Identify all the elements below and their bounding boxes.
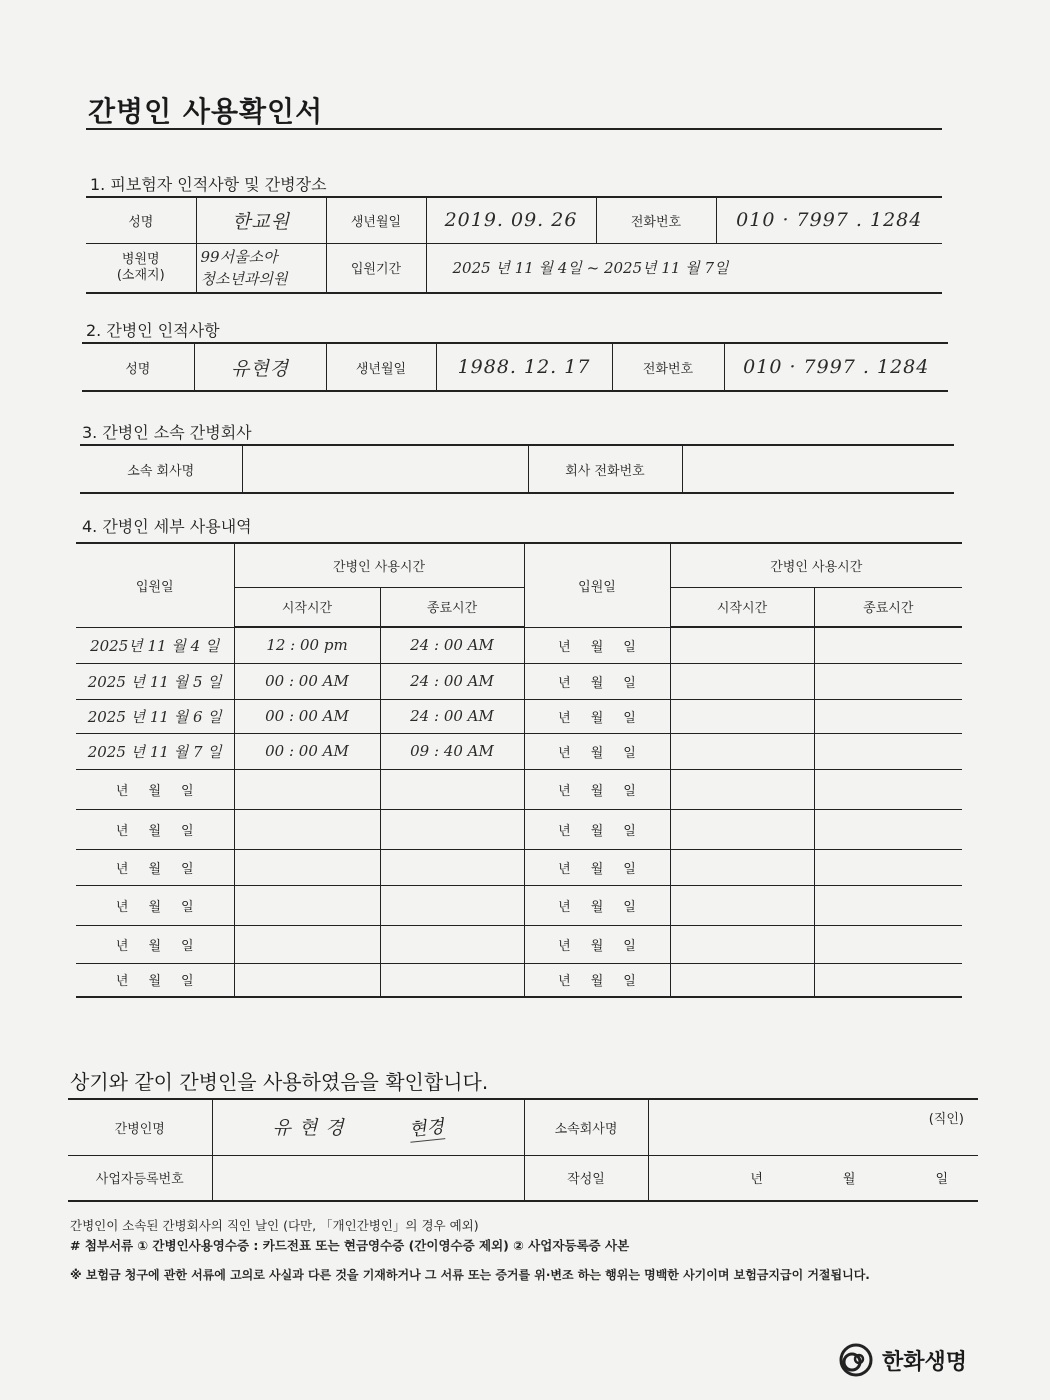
- document-title: 간병인 사용확인서: [88, 95, 324, 128]
- right-start-time: [670, 769, 814, 809]
- left-start-time: 12 : 00 pm: [234, 627, 380, 663]
- insured-birth: 2019. 09. 26: [444, 209, 578, 232]
- usage-row: [76, 885, 962, 925]
- right-date-cell: 년 월 일: [524, 925, 670, 963]
- usage-row: [76, 925, 962, 963]
- right-end-time: [814, 925, 962, 963]
- written-date-label: 작성일: [524, 1155, 648, 1201]
- right-date-cell: 년 월 일: [524, 663, 670, 699]
- right-end-time: [814, 885, 962, 925]
- right-end-time: [814, 809, 962, 849]
- right-start-time: [670, 885, 814, 925]
- section-4-heading: 4. 간병인 세부 사용내역: [82, 517, 252, 536]
- left-end-time: [380, 849, 524, 885]
- title-divider: [86, 128, 942, 130]
- caregiver-name: 유현경: [230, 357, 290, 380]
- right-start-time: [670, 733, 814, 769]
- left-end-header: 종료시간: [380, 587, 524, 627]
- right-start-time: [670, 699, 814, 733]
- caregiver-birth-label: 생년월일: [326, 343, 436, 391]
- left-start-time: [234, 769, 380, 809]
- business-reg-label: 사업자등록번호: [68, 1155, 212, 1201]
- right-date-cell: 년 월 일: [524, 627, 670, 663]
- left-end-time: [380, 809, 524, 849]
- left-start-time: [234, 885, 380, 925]
- insured-table: [86, 196, 942, 294]
- section-3-heading: 3. 간병인 소속 간병회사: [82, 423, 252, 442]
- period-label: 입원기간: [326, 243, 426, 293]
- right-end-header: 종료시간: [814, 587, 962, 627]
- right-start-time: [670, 849, 814, 885]
- insured-phone-label: 전화번호: [596, 197, 716, 243]
- company-table: [80, 444, 954, 494]
- right-date-cell: 년 월 일: [524, 849, 670, 885]
- business-reg-number: [212, 1155, 524, 1201]
- left-date-cell: 년 월 일: [76, 849, 234, 885]
- right-time-header: 간병인 사용시간: [670, 543, 962, 587]
- right-start-time: [670, 925, 814, 963]
- caregiver-signature-label: 간병인명: [68, 1099, 212, 1155]
- usage-row: [76, 809, 962, 849]
- insured-birth-label: 생년월일: [326, 197, 426, 243]
- admission-date: 2025 년 11 월 5 일: [87, 672, 222, 691]
- left-start-time: [234, 963, 380, 997]
- insured-name: 한교원: [231, 210, 291, 233]
- hospital-label: 병원명: [121, 251, 160, 267]
- left-end-time: 24 : 00 AM: [380, 663, 524, 699]
- caregiver-phone: 010 · 7997 . 1284: [743, 356, 930, 378]
- left-time-header: 간병인 사용시간: [234, 543, 524, 587]
- admission-date: 2025 년 11 월 6 일: [87, 707, 222, 726]
- left-start-time: 00 : 00 AM: [234, 699, 380, 733]
- left-end-time: [380, 769, 524, 809]
- company-phone-label: 회사 전화번호: [528, 445, 682, 493]
- right-end-time: [814, 663, 962, 699]
- left-end-time: 09 : 40 AM: [380, 733, 524, 769]
- right-start-time: [670, 963, 814, 997]
- left-end-time: 24 : 00 AM: [380, 699, 524, 733]
- left-start-time: [234, 809, 380, 849]
- hospital-name-line2: 청소년과의원: [200, 269, 288, 288]
- right-date-cell: 년 월 일: [524, 769, 670, 809]
- admission-date: 2025 년 11 월 7 일: [87, 742, 222, 761]
- right-date-cell: 년 월 일: [524, 699, 670, 733]
- left-start-header: 시작시간: [234, 587, 380, 627]
- usage-row: [76, 963, 962, 997]
- right-end-time: [814, 963, 962, 997]
- admission-period: 2025 년 11 월 4일 ~ 2025년 11 월 7일: [452, 259, 729, 278]
- hospital-name-line1: 99서울소아: [200, 247, 278, 266]
- left-end-time: [380, 885, 524, 925]
- right-end-time: [814, 699, 962, 733]
- usage-row: [76, 733, 962, 769]
- left-date-cell: 년 월 일: [76, 769, 234, 809]
- right-date-cell: 년 월 일: [524, 963, 670, 997]
- left-start-time: 00 : 00 AM: [234, 663, 380, 699]
- right-end-time: [814, 849, 962, 885]
- right-start-time: [670, 627, 814, 663]
- handwritten-signature: 현경: [407, 1113, 444, 1143]
- left-date-cell: 년 월 일: [76, 809, 234, 849]
- left-end-time: [380, 925, 524, 963]
- caregiver-phone-label: 전화번호: [612, 343, 724, 391]
- right-date-cell: 년 월 일: [524, 885, 670, 925]
- insured-name-label: 성명: [86, 197, 196, 243]
- left-start-time: [234, 849, 380, 885]
- note-warning: ※ 보험금 청구에 관한 서류에 고의로 사실과 다른 것을 기재하거나 그 서류 또는 증거를 위·변조 하는 행위는 명백한 사기이며 보험금지급이 거절됩니다.: [70, 1268, 870, 1282]
- left-date-cell: [76, 663, 234, 699]
- usage-table: [76, 542, 962, 998]
- right-end-time: [814, 627, 962, 663]
- right-date-cell: 년 월 일: [524, 809, 670, 849]
- confirmation-text: 상기와 같이 간병인을 사용하였음을 확인합니다.: [70, 1070, 489, 1094]
- left-end-time: 24 : 00 AM: [380, 627, 524, 663]
- left-date-cell: 년 월 일: [76, 963, 234, 997]
- left-start-time: 00 : 00 AM: [234, 733, 380, 769]
- caregiver-signature-name: 유 현 경: [272, 1117, 345, 1140]
- left-date-header: 입원일: [76, 543, 234, 627]
- left-date-cell: [76, 733, 234, 769]
- section-1-heading: 1. 피보험자 인적사항 및 간병장소: [90, 175, 327, 194]
- signature-table: [68, 1098, 978, 1202]
- usage-row: [76, 849, 962, 885]
- usage-row: [76, 769, 962, 809]
- company-signature-label: 소속회사명: [524, 1099, 648, 1155]
- right-end-time: [814, 733, 962, 769]
- section-2-heading: 2. 간병인 인적사항: [86, 321, 220, 340]
- right-start-time: [670, 663, 814, 699]
- logo-text: 한화생명: [882, 1349, 968, 1375]
- seal-label: (직인): [928, 1112, 964, 1127]
- company-name-label: 소속 회사명: [80, 445, 242, 493]
- usage-row: [76, 627, 962, 663]
- hospital-label-location: (소재지): [116, 267, 165, 283]
- left-date-cell: 년 월 일: [76, 925, 234, 963]
- hanwha-logo-icon: [836, 1340, 876, 1380]
- right-start-time: [670, 809, 814, 849]
- usage-row: [76, 699, 962, 733]
- admission-date: 2025년 11 월 4 일: [90, 636, 220, 655]
- left-date-cell: 년 월 일: [76, 885, 234, 925]
- left-date-cell: [76, 699, 234, 733]
- left-date-cell: [76, 627, 234, 663]
- caregiver-table: [82, 342, 948, 392]
- right-date-header: 입원일: [524, 543, 670, 627]
- left-end-time: [380, 963, 524, 997]
- company-phone: [682, 445, 954, 493]
- usage-row: [76, 663, 962, 699]
- caregiver-birth: 1988. 12. 17: [457, 356, 591, 378]
- company-logo: [836, 1340, 967, 1380]
- insured-phone: 010 · 7997 . 1284: [736, 209, 923, 232]
- note-seal: 간병인이 소속된 간병회사의 직인 날인 (다만, 「개인간병인」의 경우 예외): [70, 1218, 479, 1233]
- caregiver-name-label: 성명: [82, 343, 194, 391]
- company-name: [242, 445, 528, 493]
- right-end-time: [814, 769, 962, 809]
- left-start-time: [234, 925, 380, 963]
- right-date-cell: 년 월 일: [524, 733, 670, 769]
- written-date: 년 월 일: [648, 1155, 978, 1201]
- right-start-header: 시작시간: [670, 587, 814, 627]
- note-attachments: # 첨부서류 ① 간병인사용영수증 : 카드전표 또는 현금영수증 (간이영수증 제외) ② 사업자등록증 사본: [70, 1238, 630, 1253]
